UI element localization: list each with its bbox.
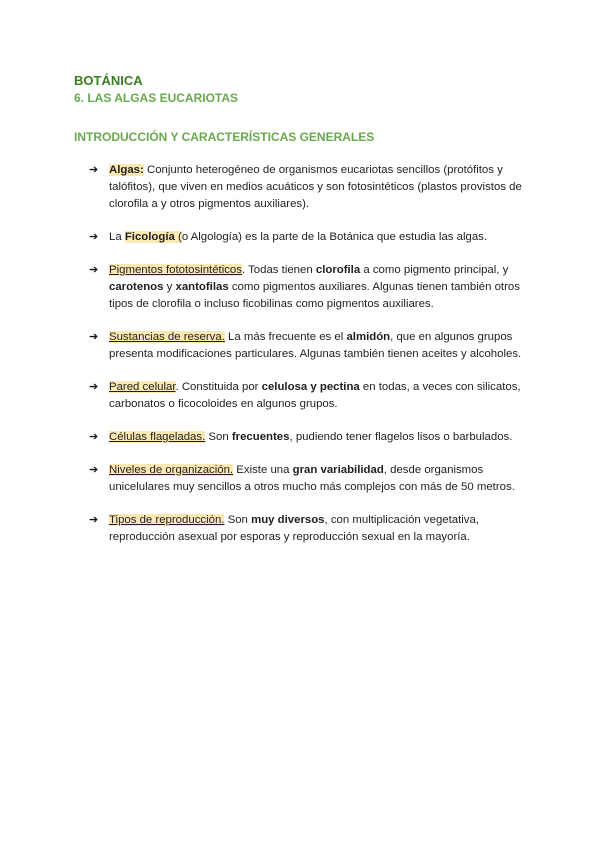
arrow-icon: ➔ bbox=[89, 331, 99, 343]
bold-text: muy diversos bbox=[251, 514, 325, 526]
term-sustancias: Sustancias de reserva. bbox=[109, 331, 225, 343]
bullet-text: ( bbox=[174, 231, 182, 243]
document-title: BOTÁNICA bbox=[74, 73, 143, 88]
bullet-pigmentos bbox=[89, 262, 529, 313]
bullet-text: La más frecuente es el bbox=[224, 331, 347, 343]
term-pared: Pared celular bbox=[109, 381, 176, 393]
term-celulas: Células flageladas. bbox=[109, 431, 206, 443]
bold-text: clorofila bbox=[315, 264, 361, 276]
arrow-icon: ➔ bbox=[89, 431, 99, 443]
term-pigmentos: Pigmentos fototosintéticos bbox=[109, 264, 242, 276]
bold-text: xantofilas bbox=[175, 281, 229, 293]
bullet-text: o Algología) es la parte de la Botánica que estudia las algas. bbox=[181, 231, 488, 243]
chapter-title: 6. LAS ALGAS EUCARIOTAS bbox=[74, 91, 239, 105]
bullet-algas bbox=[89, 162, 529, 213]
term-tipos: Tipos de reproducción. bbox=[109, 514, 225, 526]
bullet-text: en todas, a veces con silicatos, carbonatos o ficocoloides en algunos grupos. bbox=[109, 381, 521, 410]
term-ficologia: Ficología bbox=[124, 231, 175, 243]
bullet-text: Son bbox=[205, 431, 232, 443]
bullet-text: Existe una bbox=[233, 464, 293, 476]
bold-text: gran variabilidad bbox=[292, 464, 384, 476]
bullet-text: Son bbox=[224, 514, 252, 526]
arrow-icon: ➔ bbox=[89, 231, 99, 243]
bullet-text: , que en algunos grupos presenta modificaciones particulares. Algunas también tienen aceites y alcoholes. bbox=[109, 331, 522, 360]
bullet-sustancias bbox=[89, 329, 529, 363]
bullet-list bbox=[89, 162, 529, 562]
section-heading: INTRODUCCIÓN Y CARACTERÍSTICAS GENERALES bbox=[74, 130, 375, 144]
bullet-text: y bbox=[163, 281, 176, 293]
bullet-tipos bbox=[89, 512, 529, 546]
document-header bbox=[74, 72, 238, 106]
bullet-text: . Todas tienen bbox=[241, 264, 316, 276]
bullet-niveles bbox=[89, 462, 529, 496]
bold-text: celulosa y pectina bbox=[261, 381, 360, 393]
bullet-text: a como pigmento principal, y bbox=[360, 264, 509, 276]
bullet-text: como pigmentos auxiliares. Algunas tienen también otros tipos de clorofila o incluso ficobilinas como pigmentos auxiliares. bbox=[109, 281, 520, 310]
bullet-text: . Constituida por bbox=[175, 381, 262, 393]
arrow-icon: ➔ bbox=[89, 514, 99, 526]
bullet-text: , con multiplicación vegetativa, reproducción asexual por esporas y reproducción sexual en la mayoría. bbox=[109, 514, 480, 543]
term-niveles: Niveles de organización. bbox=[109, 464, 234, 476]
bullet-ficologia bbox=[89, 229, 529, 246]
bullet-text: , pudiendo tener flagelos lisos o barbulados. bbox=[289, 431, 513, 443]
bullet-text: , desde organismos unicelulares muy sencillos a otros mucho más complejos con más de 50 metros. bbox=[109, 464, 515, 493]
bold-text: carotenos bbox=[109, 281, 164, 293]
arrow-icon: ➔ bbox=[89, 264, 99, 276]
bold-text: frecuentes bbox=[231, 431, 290, 443]
bold-text: almidón bbox=[346, 331, 391, 343]
bullet-text: Conjunto heterogéneo de organismos eucariotas sencillos (protófitos y talófitos), que viven en medios acuáticos y son fotosintéticos (plastos provistos de clorofila a y otros pigmentos auxiliares). bbox=[109, 164, 522, 210]
arrow-icon: ➔ bbox=[89, 164, 99, 176]
bullet-celulas bbox=[89, 429, 529, 446]
arrow-icon: ➔ bbox=[89, 381, 99, 393]
term-algas: Algas: bbox=[109, 164, 144, 176]
bullet-pared bbox=[89, 379, 529, 413]
bullet-text: La bbox=[109, 231, 125, 243]
arrow-icon: ➔ bbox=[89, 464, 99, 476]
